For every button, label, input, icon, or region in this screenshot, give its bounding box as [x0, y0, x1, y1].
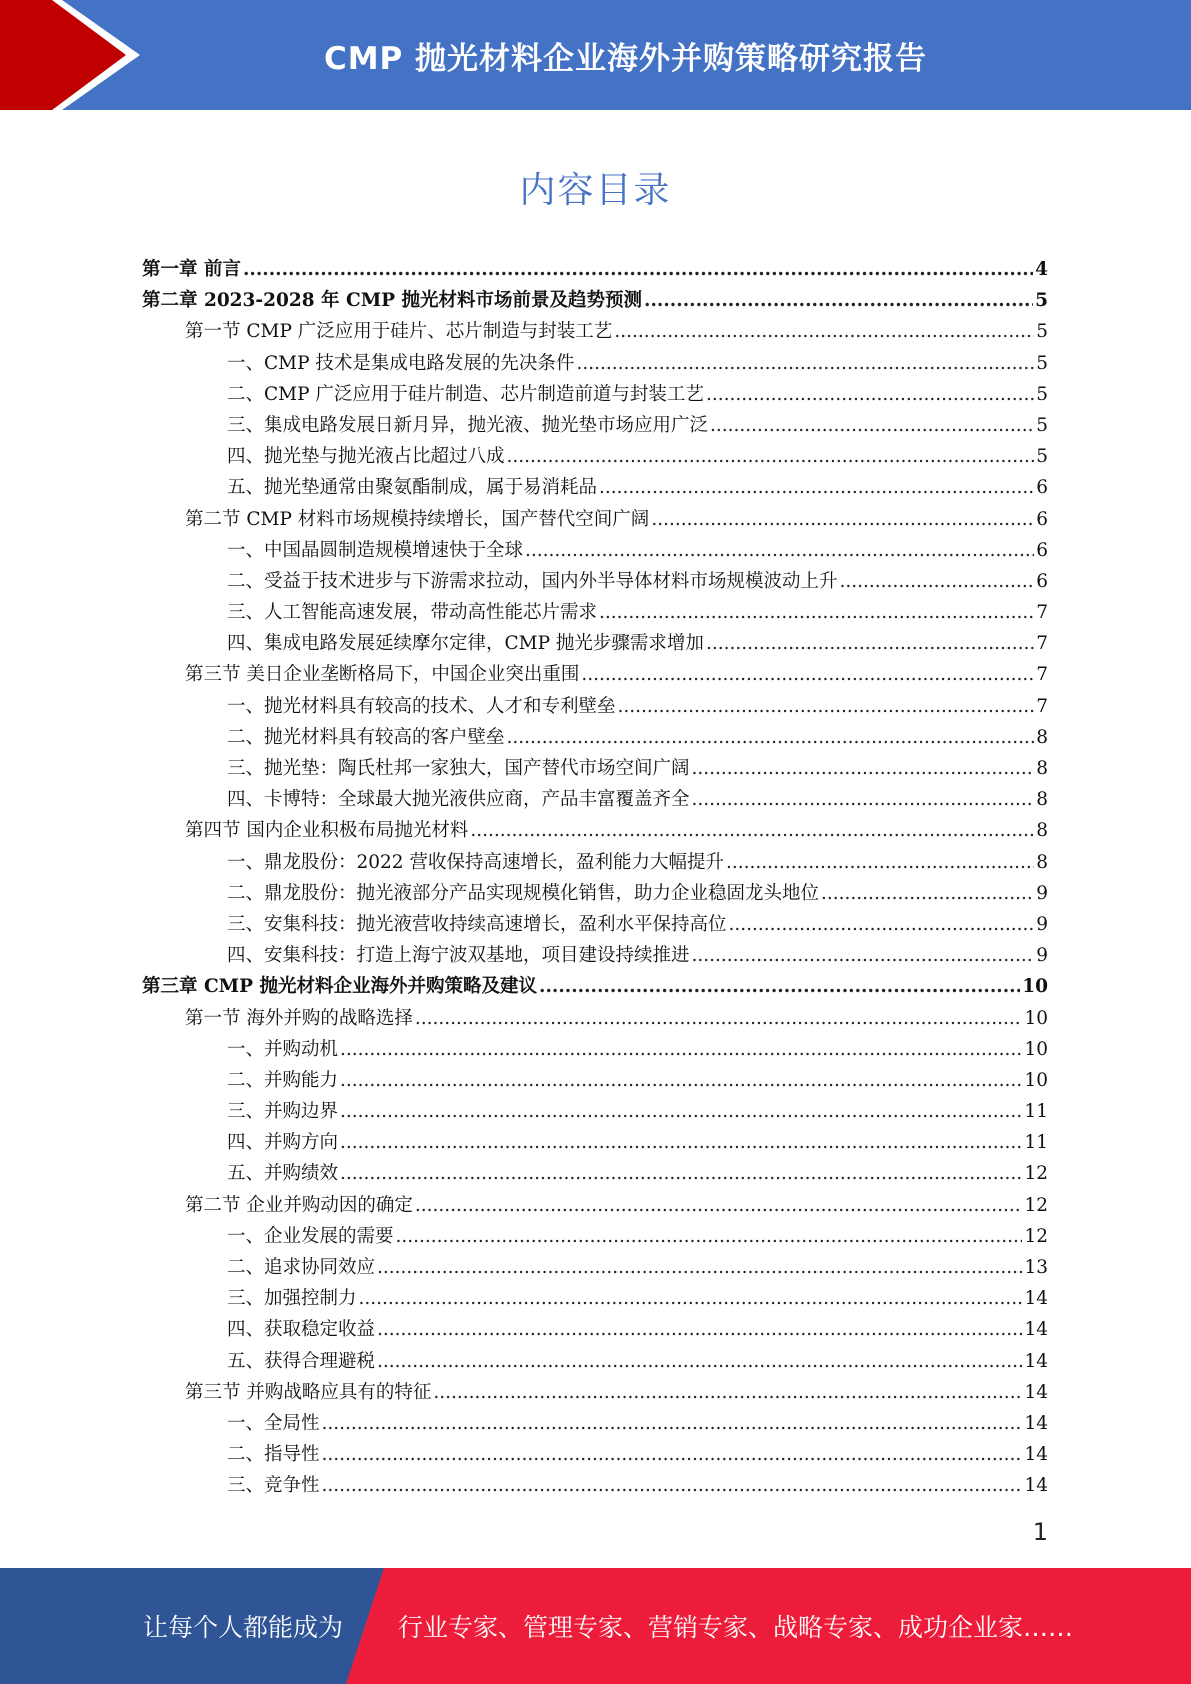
toc-leader-dots — [651, 504, 1034, 535]
toc-entry-label: 二、抛光材料具有较高的客户壁垒 — [227, 726, 505, 748]
toc-leader-dots — [576, 348, 1034, 379]
toc-entry[interactable] — [142, 1283, 1048, 1314]
toc-entry-label: 第一节 CMP 广泛应用于硅片、芯片制造与封装工艺 — [185, 321, 613, 343]
toc-entry[interactable] — [142, 753, 1048, 784]
toc-entry-label: 三、集成电路发展日新月异，抛光液、抛光垫市场应用广泛 — [227, 414, 709, 436]
toc-entry-page: 12 — [1024, 1163, 1048, 1185]
toc-entry-page: 10 — [1024, 1038, 1048, 1060]
toc-entry-page: 8 — [1036, 820, 1048, 842]
toc-entry-label: 五、并购绩效 — [227, 1163, 339, 1185]
toc-leader-dots — [710, 410, 1034, 441]
toc-entry-page: 14 — [1024, 1288, 1048, 1310]
toc-entry[interactable] — [142, 1252, 1048, 1283]
toc-entry[interactable] — [142, 535, 1048, 566]
toc-leader-dots — [692, 784, 1035, 815]
toc-leader-dots — [433, 1377, 1022, 1408]
toc-entry[interactable] — [142, 472, 1048, 503]
toc-entry[interactable] — [142, 628, 1048, 659]
toc-entry-label: 四、集成电路发展延续摩尔定律，CMP 抛光步骤需求增加 — [227, 633, 704, 655]
toc-entry[interactable] — [142, 504, 1048, 535]
toc-entry[interactable] — [142, 1158, 1048, 1189]
toc-entry[interactable] — [142, 940, 1048, 971]
toc-entry-label: 第一章 前言 — [142, 259, 241, 280]
toc-entry-label: 一、CMP 技术是集成电路发展的先决条件 — [227, 352, 575, 374]
toc-leader-dots — [340, 1065, 1022, 1096]
toc-entry[interactable] — [142, 1346, 1048, 1377]
toc-leader-dots — [706, 379, 1034, 410]
toc-entry-label: 五、抛光垫通常由聚氨酯制成，属于易消耗品 — [227, 477, 598, 499]
toc-entry-page: 14 — [1024, 1319, 1048, 1341]
toc-entry-label: 第二章 2023-2028 年 CMP 抛光材料市场前景及趋势预测 — [142, 290, 643, 312]
toc-entry-page: 10 — [1022, 976, 1048, 998]
toc-entry[interactable] — [142, 878, 1048, 909]
toc-entry[interactable] — [142, 1377, 1048, 1408]
footer-slogan-right: 行业专家、管理专家、营销专家、战略专家、成功企业家…… — [398, 1613, 1074, 1642]
toc-entry-label: 四、获取稳定收益 — [227, 1319, 376, 1341]
toc-leader-dots — [340, 1127, 1022, 1158]
toc-entry-label: 第三章 CMP 抛光材料企业海外并购策略及建议 — [142, 976, 537, 998]
toc-entry-label: 三、人工智能高速发展，带动高性能芯片需求 — [227, 602, 598, 624]
toc-entry-label: 三、安集科技：抛光液营收持续高速增长，盈利水平保持高位 — [227, 913, 727, 935]
toc-leader-dots — [415, 1190, 1023, 1221]
toc-entry-label: 四、安集科技：打造上海宁波双基地，项目建设持续推进 — [227, 945, 690, 967]
toc-leader-dots — [322, 1470, 1023, 1501]
toc-entry-page: 14 — [1024, 1381, 1048, 1403]
toc-leader-dots — [322, 1439, 1023, 1470]
toc-entry[interactable] — [142, 1314, 1048, 1345]
toc-entry-page: 7 — [1036, 695, 1048, 717]
toc-entry[interactable] — [142, 1034, 1048, 1065]
toc-entry[interactable] — [142, 815, 1048, 846]
toc-entry-label: 一、企业发展的需要 — [227, 1225, 394, 1247]
toc-entry-page: 14 — [1024, 1475, 1048, 1497]
toc-entry-page: 5 — [1036, 414, 1048, 436]
toc-entry-page: 7 — [1036, 664, 1048, 686]
toc-leader-dots — [377, 1346, 1022, 1377]
toc-entry-label: 第二节 CMP 材料市场规模持续增长，国产替代空间广阔 — [185, 508, 650, 530]
toc-leader-dots — [729, 909, 1035, 940]
toc-entry[interactable] — [142, 285, 1048, 316]
toc-entry-page: 8 — [1036, 789, 1048, 811]
toc-entry[interactable] — [142, 316, 1048, 347]
toc-entry-page: 8 — [1036, 851, 1048, 873]
toc-leader-dots — [340, 1158, 1022, 1189]
toc-entry-label: 第四节 国内企业积极布局抛光材料 — [185, 820, 469, 842]
toc-leader-dots — [340, 1096, 1022, 1127]
toc-leader-dots — [507, 441, 1035, 472]
toc-leader-dots — [644, 285, 1033, 316]
toc-entry-page: 5 — [1036, 446, 1048, 468]
toc-entry-label: 第一节 海外并购的战略选择 — [185, 1007, 413, 1029]
toc-entry-page: 5 — [1036, 321, 1048, 343]
toc-leader-dots — [359, 1283, 1023, 1314]
toc-leader-dots — [377, 1252, 1022, 1283]
toc-entry-page: 7 — [1036, 602, 1048, 624]
chevron-arrow-icon — [0, 0, 160, 110]
toc-entry-page: 10 — [1024, 1069, 1048, 1091]
toc-leader-dots — [525, 535, 1034, 566]
toc-entry-page: 6 — [1036, 539, 1048, 561]
toc-entry-label: 三、竞争性 — [227, 1475, 320, 1497]
toc-entry-label: 第二节 企业并购动因的确定 — [185, 1194, 413, 1216]
toc-leader-dots — [340, 1034, 1022, 1065]
toc-leader-dots — [692, 753, 1035, 784]
toc-entry[interactable] — [142, 566, 1048, 597]
toc-entry-label: 一、中国晶圆制造规模增速快于全球 — [227, 539, 524, 561]
toc-entry[interactable] — [142, 410, 1048, 441]
toc-leader-dots — [322, 1408, 1023, 1439]
toc-entry-label: 第三节 美日企业垄断格局下，中国企业突出重围 — [185, 664, 580, 686]
toc-entry[interactable] — [142, 1408, 1048, 1439]
toc-entry-label: 一、鼎龙股份：2022 营收保持高速增长，盈利能力大幅提升 — [227, 851, 724, 873]
toc-entry[interactable] — [142, 597, 1048, 628]
toc-entry[interactable] — [142, 971, 1048, 1002]
report-title: CMP 抛光材料企业海外并购策略研究报告 — [323, 40, 928, 77]
toc-leader-dots — [821, 878, 1034, 909]
toc-entry[interactable] — [142, 1190, 1048, 1221]
toc-leader-dots — [415, 1003, 1023, 1034]
toc-entry-label: 一、全局性 — [227, 1412, 320, 1434]
toc-leader-dots — [507, 722, 1035, 753]
header-banner — [0, 0, 1191, 110]
toc-leader-dots — [377, 1314, 1022, 1345]
toc-entry-label: 二、并购能力 — [227, 1069, 339, 1091]
toc-leader-dots — [599, 472, 1034, 503]
toc-entry-label: 三、抛光垫：陶氏杜邦一家独大，国产替代市场空间广阔 — [227, 758, 690, 779]
toc-entry-page: 6 — [1036, 508, 1048, 530]
toc-leader-dots — [470, 815, 1034, 846]
toc-entry-page: 8 — [1036, 726, 1048, 748]
toc-entry-label: 三、加强控制力 — [227, 1288, 357, 1310]
toc-entry-label: 二、追求协同效应 — [227, 1257, 376, 1278]
toc-entry[interactable] — [142, 784, 1048, 815]
page-number: 1 — [1032, 1518, 1048, 1546]
toc-entry-label: 四、并购方向 — [227, 1132, 339, 1154]
toc-entry-page: 12 — [1024, 1194, 1048, 1216]
toc-leader-dots — [706, 628, 1034, 659]
toc-entry-label: 第三节 并购战略应具有的特征 — [185, 1381, 432, 1403]
toc-leader-dots — [243, 254, 1033, 285]
toc-leader-dots — [614, 316, 1034, 347]
toc-entry-label: 四、卡博特：全球最大抛光液供应商，产品丰富覆盖齐全 — [227, 789, 690, 811]
toc-entry-page: 14 — [1024, 1350, 1048, 1372]
toc-entry[interactable] — [142, 1439, 1048, 1470]
toc-entry-label: 二、指导性 — [227, 1444, 320, 1466]
toc-entry-page: 4 — [1035, 259, 1048, 280]
toc-entry-page: 5 — [1036, 383, 1048, 405]
toc-entry[interactable] — [142, 659, 1048, 690]
toc-leader-dots — [692, 940, 1035, 971]
toc-leader-dots — [539, 971, 1020, 1002]
toc-entry-page: 12 — [1024, 1225, 1048, 1247]
toc-entry-page: 9 — [1036, 882, 1048, 904]
toc-entry-page: 14 — [1024, 1444, 1048, 1466]
toc-entry-page: 5 — [1035, 290, 1048, 312]
toc-entry[interactable] — [142, 1003, 1048, 1034]
toc-leader-dots — [618, 691, 1035, 722]
toc-title: 内容目录 — [519, 170, 672, 211]
toc-entry[interactable] — [142, 909, 1048, 940]
footer-slogan-left: 让每个人都能成为 — [143, 1613, 344, 1642]
toc-entry-label: 二、CMP 广泛应用于硅片制造、芯片制造前道与封装工艺 — [227, 383, 704, 405]
toc-entry-label: 二、受益于技术进步与下游需求拉动，国内外半导体材料市场规模波动上升 — [227, 570, 838, 592]
toc-entry-page: 13 — [1024, 1257, 1048, 1278]
toc-entry[interactable] — [142, 722, 1048, 753]
footer-banner — [0, 1568, 1191, 1684]
toc-entry[interactable] — [142, 1470, 1048, 1501]
toc-entry[interactable] — [142, 847, 1048, 878]
toc-entry-page: 9 — [1036, 945, 1048, 967]
toc-entry-label: 四、抛光垫与抛光液占比超过八成 — [227, 446, 505, 468]
toc-entry-label: 一、并购动机 — [227, 1038, 339, 1060]
toc-entry[interactable] — [142, 441, 1048, 472]
toc-entry-label: 二、鼎龙股份：抛光液部分产品实现规模化销售，助力企业稳固龙头地位 — [227, 882, 820, 904]
toc-entry-label: 一、抛光材料具有较高的技术、人才和专利壁垒 — [227, 695, 616, 717]
toc-entry[interactable] — [142, 1127, 1048, 1158]
toc-entry-label: 五、获得合理避税 — [227, 1350, 376, 1372]
toc-entry-page: 6 — [1036, 477, 1048, 499]
toc-leader-dots — [599, 597, 1034, 628]
toc-leader-dots — [581, 659, 1034, 690]
toc-leader-dots — [396, 1221, 1023, 1252]
toc-entry-page: 9 — [1036, 913, 1048, 935]
toc-entry-page: 10 — [1024, 1007, 1048, 1029]
toc-entry[interactable] — [142, 254, 1048, 285]
toc-entry[interactable] — [142, 1096, 1048, 1127]
toc-entry-page: 14 — [1024, 1412, 1048, 1434]
toc-entry[interactable] — [142, 348, 1048, 379]
toc-entry[interactable] — [142, 691, 1048, 722]
toc-entry-page: 5 — [1036, 352, 1048, 374]
toc-entry-page: 7 — [1036, 633, 1048, 655]
table-of-contents — [142, 254, 1048, 1502]
toc-entry[interactable] — [142, 1065, 1048, 1096]
toc-leader-dots — [726, 847, 1034, 878]
toc-entry-page: 6 — [1036, 570, 1048, 592]
toc-entry[interactable] — [142, 1221, 1048, 1252]
toc-leader-dots — [840, 566, 1035, 597]
toc-entry-page: 11 — [1024, 1132, 1048, 1154]
toc-entry-label: 三、并购边界 — [227, 1101, 339, 1123]
toc-entry-page: 8 — [1036, 758, 1048, 779]
toc-entry-page: 11 — [1024, 1101, 1048, 1123]
toc-entry[interactable] — [142, 379, 1048, 410]
